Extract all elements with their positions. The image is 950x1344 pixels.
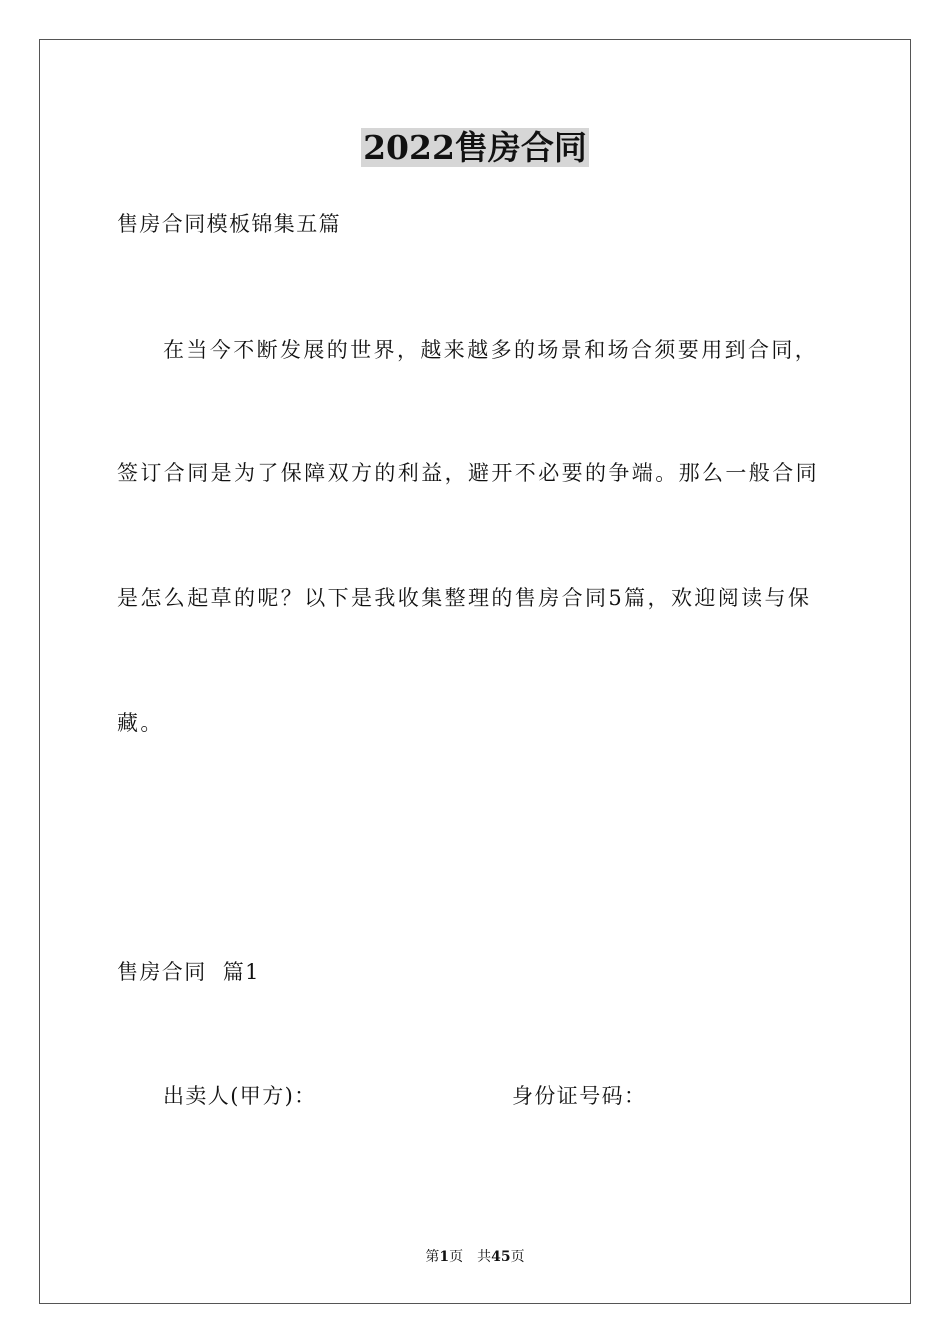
footer-total-pages: 45 [491, 1249, 511, 1265]
footer-total-prefix: 共 [477, 1249, 492, 1265]
footer-page-prefix: 第 [425, 1249, 440, 1265]
intro-line-4: 藏。 [117, 711, 164, 735]
intro-line-1: 在当今不断发展的世界，越来越多的场景和场合须要用到合同， [163, 338, 819, 362]
document-title [0, 124, 950, 172]
id-number-label: 身份证号码： [512, 1084, 647, 1108]
document-subtitle: 售房合同模板锦集五篇 [117, 212, 341, 236]
footer-page-number: 1 [439, 1249, 450, 1265]
page-footer [0, 1247, 950, 1267]
footer-page-suffix: 页 [449, 1249, 464, 1265]
intro-line-3: 是怎么起草的呢？以下是我收集整理的售房合同5篇，欢迎阅读与保 [117, 586, 812, 610]
intro-line-2: 签订合同是为了保障双方的利益，避开不必要的争端。那么一般合同 [117, 461, 819, 485]
footer-total-suffix: 页 [510, 1249, 525, 1265]
section-heading: 售房合同 篇1 [117, 960, 260, 984]
document-title-text: 2022售房合同 [363, 128, 587, 167]
seller-label: 出卖人(甲方)： [163, 1084, 317, 1108]
